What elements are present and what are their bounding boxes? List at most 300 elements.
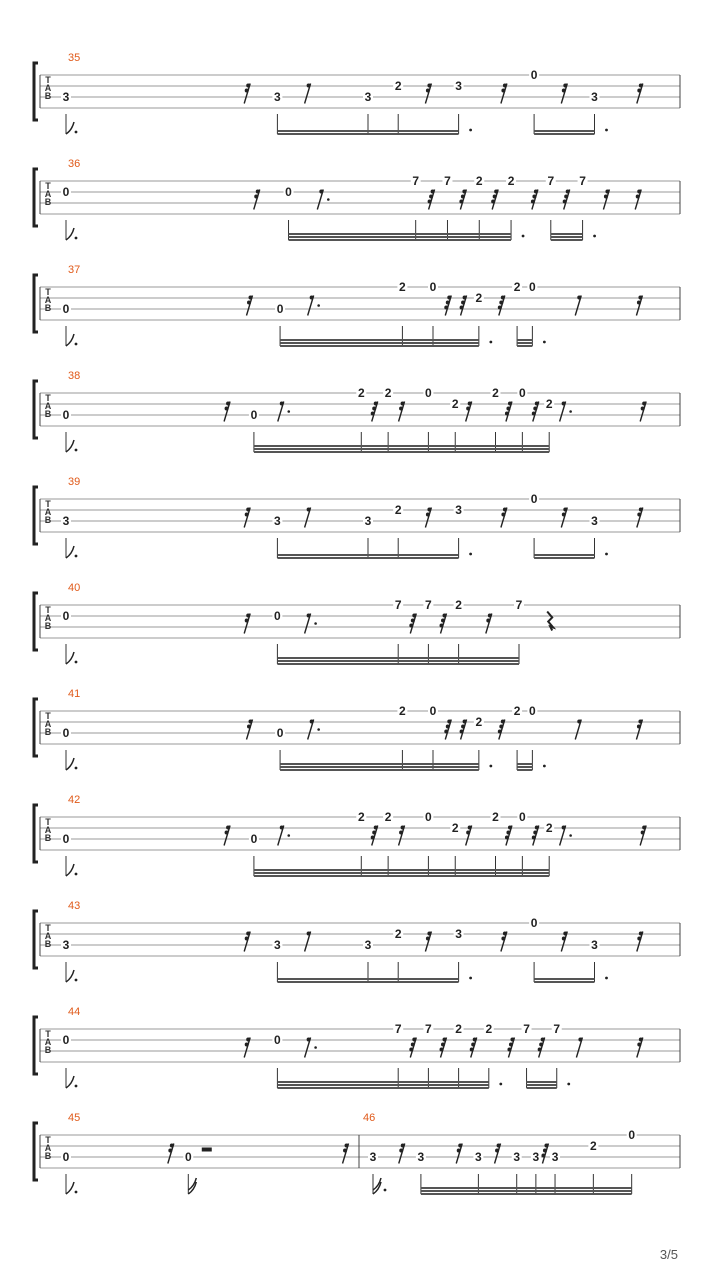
fret-number: 2 [394, 927, 402, 941]
rest-flag [446, 301, 450, 305]
rest-flag [401, 826, 405, 830]
tab-clef-letter: B [44, 833, 52, 843]
note-flag [66, 122, 74, 134]
fret-number: 0 [250, 408, 258, 422]
rest-flag [494, 190, 498, 194]
fret-number: 2 [545, 397, 553, 411]
rest-flag [444, 306, 448, 310]
rest-flag [562, 89, 566, 93]
tab-clef-letter: T [45, 181, 51, 191]
rest-flag [463, 296, 467, 300]
dot [489, 765, 492, 768]
fret-number: 2 [394, 79, 402, 93]
fret-number: 0 [429, 280, 437, 294]
rest-flag [497, 1144, 501, 1148]
rest-flag [307, 508, 311, 512]
rest-flag [248, 720, 252, 724]
system-bracket [34, 381, 38, 438]
fret-number: 3 [551, 1150, 559, 1164]
fret-number: 3 [532, 1150, 540, 1164]
tab-system [34, 688, 680, 770]
fret-number: 0 [276, 302, 284, 316]
rest-flag [372, 831, 376, 835]
rest-flag [427, 932, 431, 936]
rest-flag [641, 831, 645, 835]
fret-number: 3 [591, 938, 598, 952]
rest-flag [637, 1043, 641, 1047]
fret-number: 2 [513, 704, 521, 718]
rest-flag [501, 937, 505, 941]
rest-flag [426, 513, 430, 517]
rest-flag [637, 513, 641, 517]
system-bracket [34, 169, 38, 226]
rest-flag [248, 296, 252, 300]
rest-flag [307, 1038, 311, 1042]
rest-flag [506, 831, 510, 835]
measure-number: 35 [68, 52, 81, 64]
tab-system [34, 476, 680, 558]
rest-flag [429, 195, 433, 199]
tab-clef-letter: A [44, 401, 52, 411]
rest-flag [639, 1038, 643, 1042]
rest-flag [401, 1144, 405, 1148]
quarter-rest [547, 612, 553, 631]
rest-flag [637, 190, 641, 194]
fret-number: 2 [475, 291, 483, 305]
dot [75, 449, 78, 452]
rest-flag [577, 296, 581, 300]
system-bracket [34, 805, 38, 862]
fret-number: 2 [545, 821, 553, 835]
note-flag [373, 1182, 381, 1194]
rest-flag [319, 190, 323, 194]
fret-number: 2 [492, 386, 499, 400]
tab-clef-letter: B [44, 515, 52, 525]
rest-flag [563, 932, 567, 936]
tab-system [34, 52, 680, 134]
rest-flag [637, 301, 641, 305]
rest-flag [641, 407, 645, 411]
rest-flag [532, 412, 536, 416]
dot [605, 553, 608, 556]
fret-number: 0 [529, 280, 536, 294]
dot [75, 555, 78, 558]
fret-number: 3 [417, 1150, 425, 1164]
rest-flag [532, 836, 536, 840]
tab-clef-letter: A [44, 83, 52, 93]
dot [543, 341, 546, 344]
fret-number: 3 [475, 1150, 482, 1164]
rest-flag [501, 296, 505, 300]
dot [75, 343, 78, 346]
measure-number: 37 [68, 264, 81, 276]
rest-flag [532, 195, 536, 199]
system-bracket [34, 487, 38, 544]
dot [593, 235, 596, 238]
rest-flag [468, 826, 472, 830]
dot [75, 767, 78, 770]
rest-flag [247, 725, 251, 729]
rest-flag [493, 195, 497, 199]
fret-number: 2 [384, 810, 392, 824]
rest-flag [447, 296, 451, 300]
rest-flag [508, 402, 512, 406]
system-bracket [34, 1017, 38, 1074]
fret-number: 0 [62, 302, 70, 316]
fret-number: 0 [529, 704, 536, 718]
fret-number: 0 [250, 832, 258, 846]
rest-flag [642, 402, 646, 406]
rest-flag [534, 190, 538, 194]
rest-flag [256, 190, 260, 194]
rest-flag [578, 1038, 582, 1042]
fret-number: 2 [357, 810, 365, 824]
measure-number: 39 [68, 476, 81, 488]
rest-flag [566, 190, 570, 194]
rest-flag [638, 720, 642, 724]
rest-flag [246, 84, 250, 88]
note-flag [66, 864, 74, 876]
rest-flag [226, 826, 230, 830]
system-bracket [34, 911, 38, 968]
rest-flag [473, 1038, 477, 1042]
fret-number: 2 [399, 704, 406, 718]
measure-number: 42 [68, 794, 81, 806]
rest-flag [501, 513, 505, 517]
dot [75, 1191, 78, 1194]
dot [543, 765, 546, 768]
tab-clef-letter: B [44, 303, 52, 313]
rest-flag [471, 1043, 475, 1047]
rest-flag [637, 937, 641, 941]
rest-flag [538, 1048, 542, 1052]
rest-flag [639, 932, 643, 936]
rest-flag [638, 296, 642, 300]
tab-clef-letter: B [44, 621, 52, 631]
tab-system [34, 158, 680, 240]
tab-clef-letter: B [44, 727, 52, 737]
rest-flag [461, 195, 465, 199]
rest-flag [226, 402, 230, 406]
rest-flag [461, 301, 465, 305]
rest-flag [505, 836, 509, 840]
rest-flag [399, 407, 403, 411]
fret-number: 3 [274, 90, 281, 104]
tab-clef-letter: T [45, 711, 51, 721]
note-flag [66, 440, 74, 452]
tab-system [34, 900, 680, 982]
rest-flag [446, 725, 450, 729]
fret-number: 3 [513, 1150, 521, 1164]
measure-number: 46 [363, 1112, 376, 1124]
tab-clef-letter: B [44, 939, 52, 949]
measure-number: 38 [68, 370, 81, 382]
fret-number: 0 [62, 609, 70, 623]
rest-flag [409, 624, 413, 628]
fret-number: 3 [455, 503, 462, 517]
rest-flag [247, 301, 251, 305]
fret-number: 2 [455, 1022, 462, 1036]
fret-number: 0 [429, 704, 437, 718]
rest-flag [503, 508, 507, 512]
rest-flag [399, 831, 403, 835]
tab-clef-letter: T [45, 605, 51, 615]
rest-flag [636, 195, 640, 199]
fret-number: 3 [364, 90, 372, 104]
fret-number: 7 [425, 1022, 432, 1036]
dot [469, 977, 472, 980]
rest-flag [460, 306, 464, 310]
rest-flag [605, 190, 609, 194]
rest-flag [426, 89, 430, 93]
dot [75, 237, 78, 240]
rest-flag [460, 730, 464, 734]
note-flag [66, 758, 74, 770]
rest-flag [427, 508, 431, 512]
rest-flag [533, 831, 537, 835]
fret-number: 3 [62, 90, 70, 104]
tab-clef-letter: A [44, 507, 52, 517]
dot [605, 977, 608, 980]
rest-flag [447, 720, 451, 724]
note-flag [188, 1182, 196, 1194]
rest-flag [440, 624, 444, 628]
rest-flag [486, 619, 490, 623]
rest-flag [531, 200, 535, 204]
dot [314, 1046, 317, 1049]
note-flag [66, 228, 74, 240]
dot [317, 304, 320, 307]
fret-number: 2 [475, 174, 483, 188]
rest-flag [428, 200, 432, 204]
fret-number: 0 [62, 1033, 70, 1047]
fret-number: 2 [590, 1139, 597, 1153]
fret-number: 0 [530, 916, 538, 930]
rest-flag [254, 195, 258, 199]
rest-flag [541, 1154, 545, 1158]
fret-number: 2 [475, 715, 483, 729]
dot [605, 129, 608, 132]
rest-flag [466, 407, 470, 411]
rest-flag [535, 402, 539, 406]
rest-flag [468, 402, 472, 406]
rest-flag [310, 296, 314, 300]
tab-clef-letter: A [44, 825, 52, 835]
rest-flag [506, 407, 510, 411]
rest-flag [563, 200, 567, 204]
rest-flag [225, 831, 229, 835]
note-flag [66, 1076, 74, 1088]
rest-flag [245, 89, 249, 93]
fret-number: 0 [519, 810, 526, 824]
fret-number: 0 [184, 1150, 192, 1164]
system-bracket [34, 63, 38, 120]
fret-number: 0 [530, 492, 538, 506]
tab-clef-letter: A [44, 1037, 52, 1047]
rest-flag [637, 725, 641, 729]
rest-flag [564, 195, 568, 199]
rest-flag [443, 1038, 447, 1042]
rest-flag [458, 1144, 462, 1148]
dot [287, 834, 290, 837]
fret-number: 2 [507, 174, 515, 188]
rest-flag [426, 937, 430, 941]
fret-number: 2 [485, 1022, 493, 1036]
rest-flag [491, 200, 495, 204]
rest-flag [499, 725, 503, 729]
dot [75, 1085, 78, 1088]
rest-flag [307, 84, 311, 88]
tab-clef-letter: T [45, 923, 51, 933]
dot [287, 410, 290, 413]
measure-number: 41 [68, 688, 81, 700]
fret-number: 0 [425, 386, 432, 400]
rest-flag [562, 513, 566, 517]
rest-flag [245, 937, 249, 941]
rest-flag [563, 84, 567, 88]
dot [75, 873, 78, 876]
fret-number: 0 [62, 408, 70, 422]
fret-number: 0 [276, 726, 284, 740]
rest-flag [343, 1149, 347, 1153]
rest-flag [503, 84, 507, 88]
rest-flag [470, 1048, 474, 1052]
rest-flag [562, 826, 566, 830]
measure-number: 43 [68, 900, 81, 912]
fret-number: 0 [274, 609, 281, 623]
rest-flag [539, 1043, 543, 1047]
dot [567, 1083, 570, 1086]
fret-number: 3 [274, 514, 281, 528]
rest-flag [604, 195, 608, 199]
rest-flag [533, 407, 537, 411]
dot [384, 1189, 387, 1192]
fret-number: 3 [62, 938, 70, 952]
rest-flag [245, 619, 249, 623]
fret-number: 0 [285, 185, 292, 199]
rest-flag [307, 614, 311, 618]
rest-flag [509, 1043, 513, 1047]
fret-number: 3 [274, 938, 281, 952]
rest-flag [246, 508, 250, 512]
system-bracket [34, 699, 38, 756]
tab-clef-letter: A [44, 719, 52, 729]
fret-number: 7 [523, 1022, 530, 1036]
tab-clef-letter: T [45, 287, 51, 297]
tab-clef-letter: T [45, 817, 51, 827]
dot [569, 410, 572, 413]
rest-flag [562, 937, 566, 941]
rest-flag [372, 407, 376, 411]
rest-flag [307, 932, 311, 936]
rest-flag [535, 826, 539, 830]
rest-flag [463, 720, 467, 724]
measure-number: 36 [68, 158, 81, 170]
fret-number: 0 [62, 726, 70, 740]
rest-flag [441, 619, 445, 623]
tab-clef-letter: B [44, 91, 52, 101]
fret-number: 2 [399, 280, 406, 294]
tab-system [34, 370, 680, 452]
rest-flag [563, 508, 567, 512]
fret-number: 0 [62, 1150, 70, 1164]
rest-flag [444, 730, 448, 734]
rest-flag [501, 89, 505, 93]
fret-number: 7 [394, 598, 402, 612]
rest-flag [411, 1043, 415, 1047]
rest-flag [401, 402, 405, 406]
note-flag [66, 1182, 74, 1194]
fret-number: 3 [455, 79, 462, 93]
rest-flag [541, 1038, 545, 1042]
dot [469, 553, 472, 556]
tab-clef-letter: T [45, 499, 51, 509]
dot [314, 622, 317, 625]
tab-system [34, 1006, 680, 1088]
fret-number: 7 [553, 1022, 561, 1036]
dot [569, 834, 572, 837]
tab-clef-letter: T [45, 75, 51, 85]
dot [522, 235, 525, 238]
fret-number: 3 [364, 938, 372, 952]
tab-clef-letter: B [44, 1045, 52, 1055]
dot [75, 979, 78, 982]
fret-number: 7 [412, 174, 420, 188]
rest-flag [245, 1043, 249, 1047]
rest-flag [510, 1038, 514, 1042]
rest-flag [427, 84, 431, 88]
rest-flag [409, 1048, 413, 1052]
fret-number: 0 [62, 185, 70, 199]
fret-number: 2 [357, 386, 365, 400]
tab-system [34, 264, 680, 346]
dot [327, 198, 330, 201]
rest-flag [503, 932, 507, 936]
rest-flag [280, 826, 284, 830]
dot [489, 341, 492, 344]
system-bracket [34, 593, 38, 650]
rest-flag [441, 1043, 445, 1047]
rest-flag [462, 190, 466, 194]
rest-flag [280, 402, 284, 406]
page-number: 3/5 [659, 1247, 678, 1262]
fret-number: 3 [591, 90, 598, 104]
measure-number: 45 [68, 1112, 81, 1124]
fret-number: 2 [513, 280, 521, 294]
note-flag [66, 970, 74, 982]
fret-number: 2 [451, 397, 459, 411]
rest-flag [495, 1149, 499, 1153]
measure-number: 44 [68, 1006, 81, 1018]
system-bracket [34, 275, 38, 332]
rest-flag [639, 84, 643, 88]
rest-flag [411, 619, 415, 623]
rest-flag [637, 89, 641, 93]
rest-flag [371, 836, 375, 840]
rest-flag [488, 614, 492, 618]
rest-flag [246, 1038, 250, 1042]
tab-clef-letter: A [44, 295, 52, 305]
rest-flag [466, 831, 470, 835]
rest-flag [345, 1144, 349, 1148]
rest-flag [412, 1038, 416, 1042]
rest-flag [310, 720, 314, 724]
rest-flag [412, 614, 416, 618]
rest-flag [371, 412, 375, 416]
rest-flag [639, 508, 643, 512]
dot [499, 1083, 502, 1086]
rest-flag [168, 1149, 172, 1153]
